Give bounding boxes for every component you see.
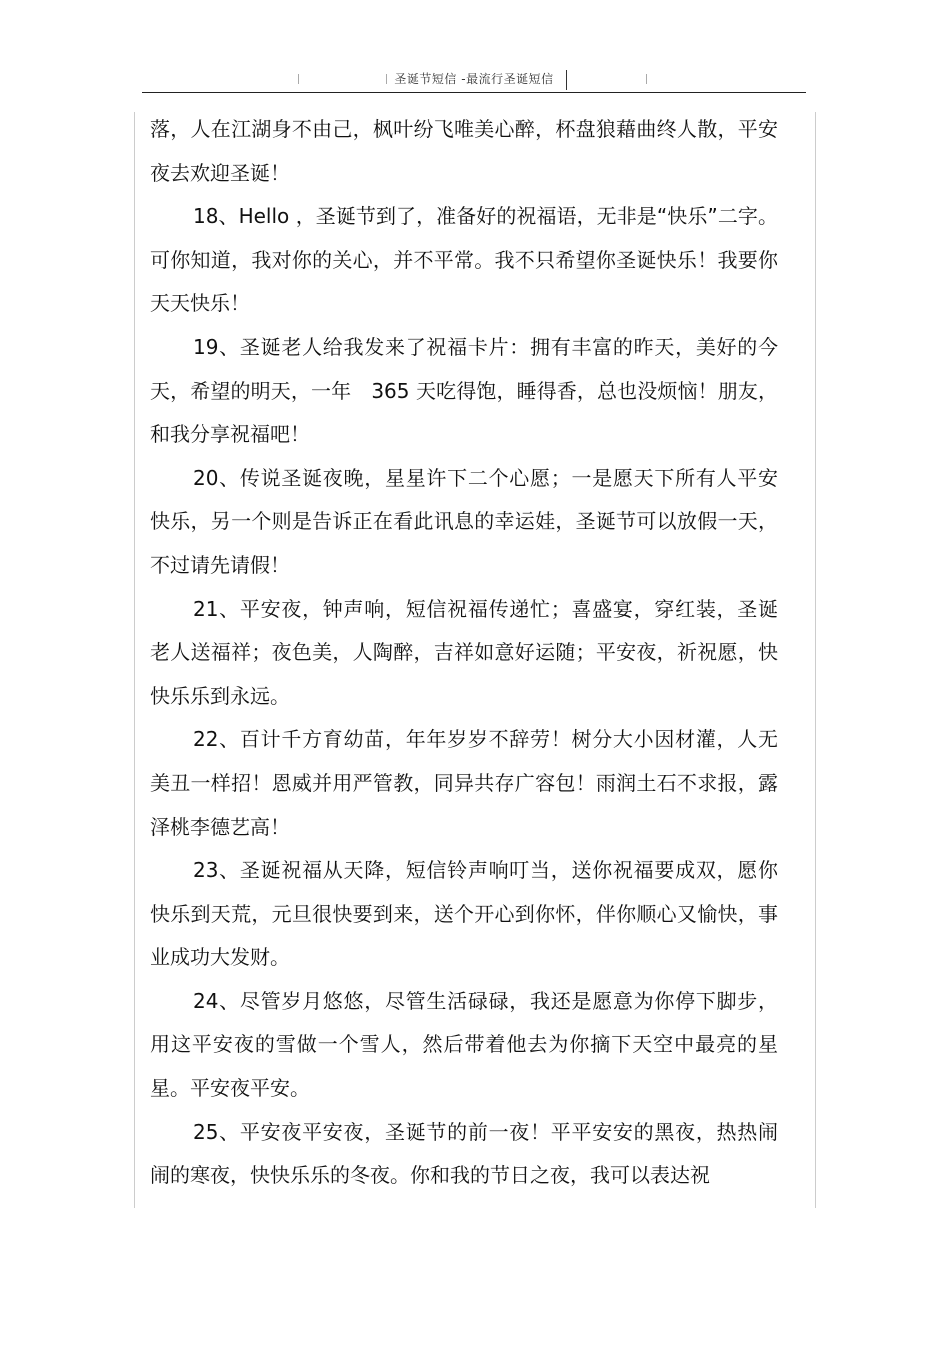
document-body [150,108,778,1198]
paragraph-20: 20、传说圣诞夜晚，星星许下二个心愿；一是愿天下所有人平安快乐，另一个则是告诉正在看此讯息的幸运娃，圣诞节可以放假一天，不过请先请假！ [150,465,778,577]
header-tick-center-left [386,74,387,84]
paragraph-19: 19、圣诞老人给我发来了祝福卡片：拥有丰富的昨天，美好的今天，希望的明天，一年 365 天吃得饱，睡得香，总也没烦恼！朋友，和我分享祝福吧！ [150,334,778,447]
page-header [142,66,806,93]
paragraph-continuation: 落，人在江湖身不由己，枫叶纷飞唯美心醉，杯盘狼藉曲终人散，平安夜去欢迎圣诞！ [150,117,778,185]
header-title: 圣诞节短信 -最流行圣诞短信 [394,72,554,86]
paragraph-23: 23、圣诞祝福从天降，短信铃声响叮当，送你祝福要成双，愿你快乐到天荒，元旦很快要到来，送个开心到你怀，伴你顺心又愉快，事业成功大发财。 [150,858,778,970]
header-tick-right [646,74,647,84]
paragraph-24: 24、尽管岁月悠悠，尽管生活碌碌，我还是愿意为你停下脚步，用这平安夜的雪做一个雪人，然后带着他去为你摘下天空中最亮的星星。平安夜平安。 [150,988,778,1101]
paragraph-22: 22、百计千方育幼苗，年年岁岁不辞劳！树分大小因材灌，人无美丑一样招！恩威并用严管教，同异共存广容包！雨润土石不求报，露泽桃李德艺高！ [150,727,778,839]
paragraph-25: 25、平安夜平安夜，圣诞节的前一夜！平平安安的黑夜，热热闹闹的寒夜，快快乐乐的冬夜。你和我的节日之夜，我可以表达祝 [150,1119,778,1188]
left-margin-line [134,112,135,1208]
header-tick-left [298,74,299,84]
header-tick-center-right [566,70,567,90]
paragraph-18: 18、Hello ，圣诞节到了，准备好的祝福语，无非是“快乐”二字。可你知道，我对你的关心，并不平常。我不只希望你圣诞快乐！我要你天天快乐！ [150,204,778,316]
right-margin-line [815,112,816,1208]
paragraph-21: 21、平安夜，钟声响，短信祝福传递忙；喜盛宴，穿红装，圣诞老人送福祥；夜色美，人陶醉，吉祥如意好运随；平安夜，祈祝愿，快快乐乐到永远。 [150,596,778,708]
